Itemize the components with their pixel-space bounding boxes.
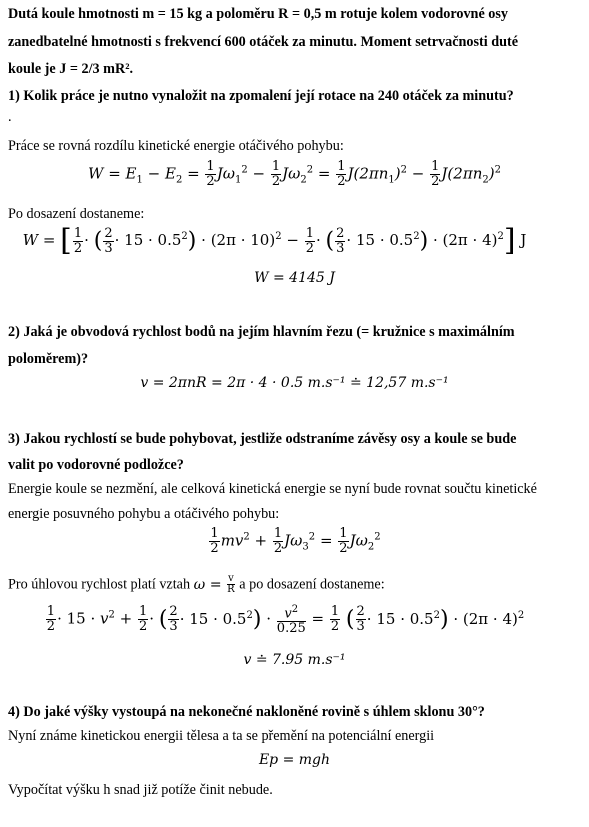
s3-text-2: energie posuvného pohybu a otáčivého pohybu: [8, 506, 280, 522]
s1-text-2: Po dosazení dostaneme: [8, 206, 145, 222]
omega-relation: ω = $\frac{v}{R}$ [193, 573, 235, 595]
question-4: 4) Do jaké výšky vystoupá na nekonečné nakloněné rovině s úhlem sklonu 30°? [8, 704, 485, 720]
s4-potential-energy-formula: Ep = mgh [258, 752, 331, 768]
s1-substitution-formula: W = [ $\frac{1}{2}$ · ( $\frac{2}{3}$ · $15 \cdot 0.5^2) \cdot (2\pi \cdot 10)^2$ − $\frac{1}{2}$ · ( $\frac{2}{3}$ · $15 \cdot 0.5^2) \cdot (2\pi \cdot 4)^2$] J [22, 223, 527, 258]
s3-text-3-a: Pro úhlovou rychlost platí vztah [8, 576, 191, 593]
question-3-line-2: valit po vodorovné podložce? [8, 457, 184, 473]
s4-text-1: Nyní známe kinetickou energii tělesa a ta se přemění na potenciální energii [8, 728, 435, 744]
s3-energy-formula: $\frac{1}{2}$ $mv^2$ + $\frac{1}{2}$ $J\omega_3^2$ = $\frac{1}{2}$ $J\omega_2^2$ [210, 526, 381, 556]
question-3-line-1: 3) Jakou rychlostí se bude pohybovat, jestliže odstraníme závěsy osy a koule se bude [8, 431, 517, 447]
problem-line-2: zanedbatelné hmotnosti s frekvencí 600 otáček za minutu. Moment setrvačnosti duté [8, 34, 519, 50]
problem-line-1: Dutá koule hmotnosti m = 15 kg a poloměru R = 0,5 m rotuje kolem vodorovné osy [8, 6, 508, 22]
s4-text-2: Vypočítat výšku h snad již potíže činit nebude. [8, 782, 273, 798]
question-1: 1) Kolik práce je nutno vynaložit na zpomalení její rotace na 240 otáček za minutu? [8, 88, 514, 104]
s3-text-3 [8, 574, 385, 595]
s3-text-3-b: a po dosazení dostaneme: [239, 576, 385, 593]
stray-dot: . [8, 109, 12, 125]
s3-text-1: Energie koule se nezmění, ale celková kinetická energie se nyní bude rovnat součtu kinetické [8, 481, 537, 497]
s3-substitution-formula: $\frac{1}{2}$ · $15 \cdot v^2$ + $\frac{1}{2}$ · ( $\frac{2}{3}$ · $15 \cdot 0.5^2$) · $\frac{v^2}{0.25}$ = $\frac{1}{2}$ ( $\frac{2}{3}$ · $15 \cdot 0.5^2) \cdot (2\pi \cdot 4)^2$ [46, 604, 525, 637]
s1-work-formula: $W = E_1 - E_2$ = $\frac{1}{2}$ $J\omega_1^2$ − $\frac{1}{2}$ $J\omega_2^2$ = $\frac{1}{2}$ $J(2\pi n_1)^2$ − $\frac{1}{2}$ $J(2\pi n_2)^2$ [88, 159, 501, 189]
question-2-line-2: poloměrem)? [8, 351, 89, 367]
s2-velocity-formula: v = 2πnR = 2π · 4 · 0.5 m.s⁻¹ ≐ 12,57 m.s⁻¹ [140, 375, 449, 391]
s3-result: v ≐ 7.95 m.s⁻¹ [243, 652, 346, 668]
s1-text-1: Práce se rovná rozdílu kinetické energie otáčivého pohybu: [8, 138, 344, 154]
question-2-line-1: 2) Jaká je obvodová rychlost bodů na jejím hlavním řezu (= kružnice s maximálním [8, 324, 515, 340]
s1-result: W = 4145 J [254, 270, 335, 286]
problem-line-3: koule je J = 2/3 mR². [8, 61, 134, 77]
